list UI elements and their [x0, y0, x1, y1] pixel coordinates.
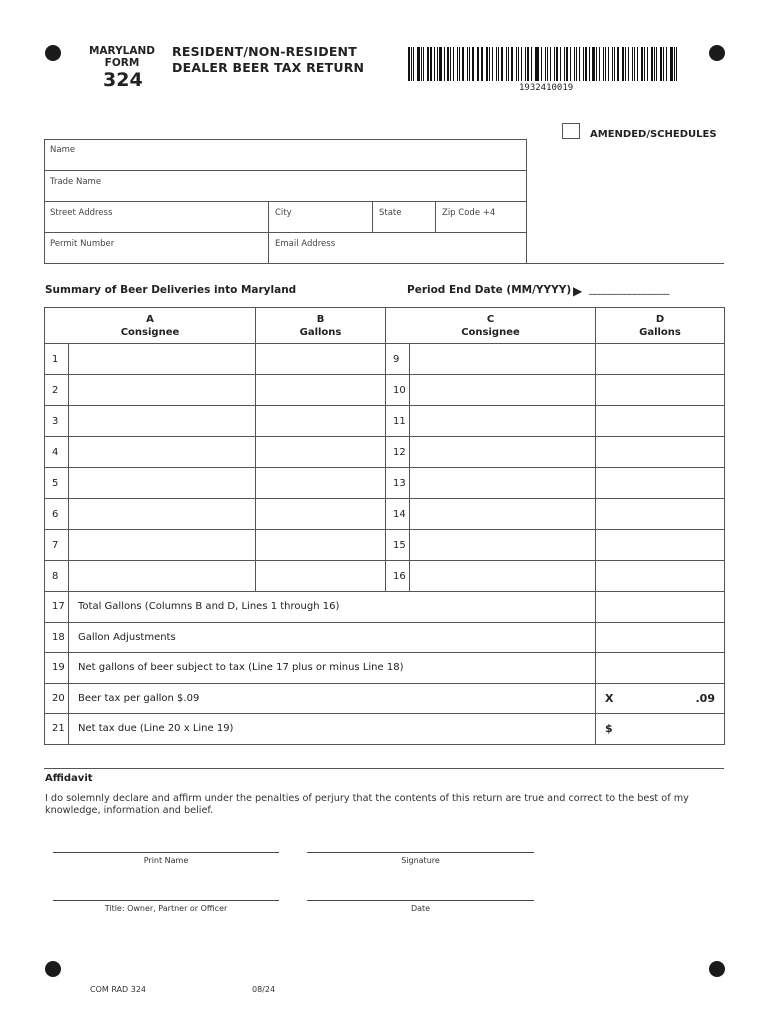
arrow-right-icon: ▶ — [573, 284, 583, 298]
gallons-d-input[interactable] — [596, 406, 725, 437]
zip-label: Zip Code +4 — [442, 208, 496, 218]
barcode — [408, 47, 680, 81]
line-description: Net tax due (Line 20 x Line 19) — [69, 714, 596, 745]
barcode-bar — [450, 47, 451, 81]
barcode-bar — [501, 47, 503, 81]
consignee-a-input[interactable] — [69, 499, 256, 530]
barcode-bar — [579, 47, 580, 81]
table-row — [45, 437, 725, 468]
line-description: Gallon Adjustments — [69, 622, 596, 653]
revision-date: 08/24 — [252, 985, 276, 994]
barcode-bar — [674, 47, 675, 81]
column-b-header — [256, 308, 386, 344]
barcode-bar — [536, 47, 538, 81]
barcode-bar — [417, 47, 419, 81]
barcode-bar — [489, 47, 490, 81]
barcode-bar — [525, 47, 526, 81]
permit-number-field[interactable] — [44, 233, 268, 264]
state-field[interactable] — [372, 202, 435, 233]
amended-label: AMENDED/SCHEDULES — [590, 129, 717, 140]
barcode-bar — [583, 47, 584, 81]
table-row — [45, 530, 725, 561]
barcode-bar — [408, 47, 410, 81]
form-word: FORM — [104, 57, 140, 69]
section-divider — [527, 263, 724, 264]
gallons-d-input[interactable] — [596, 344, 725, 375]
total-amount-input[interactable] — [596, 683, 725, 714]
trade-name-field[interactable] — [44, 171, 527, 202]
deliveries-table — [44, 307, 725, 592]
title-label: Title: Owner, Partner or Officer — [104, 904, 228, 913]
state-label: MARYLAND — [88, 45, 155, 57]
barcode-bar — [472, 47, 474, 81]
date-line[interactable] — [307, 900, 534, 901]
barcode-bar — [632, 47, 633, 81]
gallons-d-input[interactable] — [596, 437, 725, 468]
barcode-bar — [656, 47, 657, 81]
signature-label: Signature — [401, 856, 440, 865]
column-c-label: Consignee — [461, 326, 520, 338]
total-amount-input[interactable] — [596, 653, 725, 684]
line-number-cell: 14 — [386, 499, 410, 530]
barcode-bar — [535, 47, 536, 81]
line-number-cell: 5 — [45, 468, 69, 499]
line-number-cell: 12 — [386, 437, 410, 468]
consignee-a-input[interactable] — [69, 344, 256, 375]
gallons-d-input[interactable] — [596, 468, 725, 499]
city-field[interactable] — [268, 202, 372, 233]
barcode-bar — [637, 47, 638, 81]
registration-dot-bottom-left — [45, 961, 61, 977]
total-row — [45, 714, 725, 745]
barcode-bar — [560, 47, 561, 81]
gallons-d-input[interactable] — [596, 375, 725, 406]
total-row — [45, 592, 725, 623]
barcode-bar — [457, 47, 459, 81]
consignee-a-input[interactable] — [69, 561, 256, 592]
line-number-cell: 2 — [45, 375, 69, 406]
barcode-bar — [599, 47, 601, 81]
barcode-bar — [576, 47, 578, 81]
email-label: Email Address — [275, 239, 336, 249]
barcode-bar — [496, 47, 497, 81]
table-row — [45, 406, 725, 437]
gallons-b-input[interactable] — [256, 375, 386, 406]
consignee-a-input[interactable] — [69, 375, 256, 406]
column-b-label: Gallons — [299, 326, 342, 338]
gallons-b-input[interactable] — [256, 468, 386, 499]
gallons-b-input[interactable] — [256, 437, 386, 468]
street-address-field[interactable] — [44, 202, 268, 233]
consignee-c-input[interactable] — [410, 530, 596, 561]
barcode-bar — [644, 47, 645, 81]
barcode-bar — [647, 47, 648, 81]
state-label-field: State — [379, 208, 402, 218]
total-row — [45, 622, 725, 653]
barcode-bar — [622, 47, 624, 81]
line-description: Net gallons of beer subject to tax (Line 17 plus or minus Line 18) — [69, 653, 596, 684]
barcode-bar — [498, 47, 500, 81]
column-a-letter: A — [146, 313, 154, 325]
form-number: 324 — [103, 69, 143, 91]
line-number-cell: 8 — [45, 561, 69, 592]
barcode-bar — [564, 47, 565, 81]
gallons-b-input[interactable] — [256, 530, 386, 561]
line-number-cell: 7 — [45, 530, 69, 561]
affidavit-divider — [44, 768, 724, 769]
barcode-bar — [634, 47, 636, 81]
affidavit-title: Affidavit — [45, 773, 93, 784]
barcode-bar — [605, 47, 606, 81]
city-label: City — [275, 208, 292, 218]
gallons-b-input[interactable] — [256, 499, 386, 530]
barcode-bar — [608, 47, 610, 81]
amended-checkbox[interactable] — [562, 123, 580, 139]
line-number-cell: 4 — [45, 437, 69, 468]
line-number-cell: 19 — [45, 653, 69, 684]
line-number-cell: 21 — [45, 714, 69, 745]
barcode-bar — [589, 47, 590, 81]
line-number-cell: 17 — [45, 592, 69, 623]
column-d-label: Gallons — [639, 326, 681, 338]
gallons-d-input[interactable] — [596, 530, 725, 561]
totals-table — [44, 591, 725, 745]
line-number-cell: 1 — [45, 344, 69, 375]
barcode-bar — [556, 47, 558, 81]
barcode-bar — [453, 47, 454, 81]
barcode-bar — [666, 47, 667, 81]
line-description: Total Gallons (Columns B and D, Lines 1 through 16) — [69, 592, 596, 623]
barcode-bar — [481, 47, 483, 81]
barcode-bar — [423, 47, 424, 81]
barcode-bar — [585, 47, 587, 81]
column-c-letter: C — [486, 313, 495, 325]
consignee-c-input[interactable] — [410, 344, 596, 375]
barcode-bar — [430, 47, 432, 81]
barcode-bar — [467, 47, 468, 81]
barcode-bar — [478, 47, 479, 81]
column-a-label: Consignee — [120, 326, 180, 338]
barcode-bar — [486, 47, 488, 81]
gallons-b-input[interactable] — [256, 406, 386, 437]
barcode-bar — [437, 47, 438, 81]
table-row — [45, 499, 725, 530]
column-b-letter: B — [316, 313, 325, 325]
form-code: COM RAD 324 — [90, 985, 147, 994]
name-label: Name — [50, 145, 76, 155]
registration-dot-top-left — [45, 45, 61, 61]
barcode-bar — [550, 47, 551, 81]
line-number-cell: 13 — [386, 468, 410, 499]
affidavit-text: I do solemnly declare and affirm under the penalties of perjury that the contents of this return are true and correct to the best of my knowledge, information and belief. — [45, 793, 689, 816]
print-name-line[interactable] — [53, 852, 279, 853]
barcode-bar — [462, 47, 464, 81]
gallons-b-input[interactable] — [256, 344, 386, 375]
registration-dot-bottom-right — [709, 961, 725, 977]
trade-name-label: Trade Name — [50, 177, 102, 187]
barcode-bar — [651, 47, 653, 81]
table-row — [45, 344, 725, 375]
total-amount-input[interactable] — [596, 592, 725, 623]
barcode-bar — [612, 47, 613, 81]
column-d-letter: D — [655, 313, 665, 325]
consignee-c-input[interactable] — [410, 406, 596, 437]
barcode-bar — [516, 47, 517, 81]
barcode-bar — [660, 47, 662, 81]
barcode-bar — [421, 47, 422, 81]
barcode-bar — [527, 47, 529, 81]
barcode-bar — [574, 47, 575, 81]
line-number-cell: 18 — [45, 622, 69, 653]
line-number-cell: 10 — [386, 375, 410, 406]
barcode-bar — [444, 47, 445, 81]
line-number-cell: 15 — [386, 530, 410, 561]
period-end-label: Period End Date (MM/YYYY) — [407, 284, 572, 296]
barcode-bar — [641, 47, 643, 81]
consignee-c-input[interactable] — [410, 499, 596, 530]
barcode-bar — [492, 47, 493, 81]
consignee-a-input[interactable] — [69, 530, 256, 561]
barcode-bar — [511, 47, 513, 81]
consignee-a-input[interactable] — [69, 406, 256, 437]
barcode-bar — [545, 47, 547, 81]
consignee-c-input[interactable] — [410, 437, 596, 468]
table-row — [45, 468, 725, 499]
barcode-bar — [508, 47, 509, 81]
barcode-bar — [521, 47, 523, 81]
email-field[interactable] — [268, 233, 527, 264]
column-c-header — [386, 308, 596, 344]
period-end-input[interactable]: ________________ — [589, 282, 669, 295]
barcode-bar — [547, 47, 548, 81]
total-amount-input[interactable] — [596, 622, 725, 653]
barcode-bar — [459, 47, 460, 81]
gallons-d-input[interactable] — [596, 561, 725, 592]
barcode-bar — [541, 47, 542, 81]
consignee-c-input[interactable] — [410, 468, 596, 499]
barcode-bar — [570, 47, 571, 81]
signature-line[interactable] — [307, 852, 534, 853]
date-label: Date — [410, 904, 431, 913]
print-name-label: Print Name — [143, 856, 189, 865]
amount-suffix: .09 — [695, 691, 715, 705]
consignee-c-input[interactable] — [410, 375, 596, 406]
barcode-bar — [439, 47, 441, 81]
barcode-bar — [617, 47, 619, 81]
line-number-cell: 3 — [45, 406, 69, 437]
barcode-bar — [592, 47, 594, 81]
barcode-bar — [670, 47, 672, 81]
barcode-bar — [518, 47, 519, 81]
table-row — [45, 375, 725, 406]
barcode-bar — [413, 47, 414, 81]
registration-dot-top-right — [709, 45, 725, 61]
barcode-bar — [447, 47, 449, 81]
consignee-a-input[interactable] — [69, 437, 256, 468]
table-row — [45, 561, 725, 592]
summary-title: Summary of Beer Deliveries into Maryland — [45, 284, 297, 296]
barcode-bar — [477, 47, 478, 81]
form-title-line1: RESIDENT/NON-RESIDENT — [172, 44, 357, 59]
total-amount-input[interactable] — [596, 714, 725, 745]
barcode-bar — [411, 47, 412, 81]
barcode-bar — [566, 47, 568, 81]
total-row — [45, 683, 725, 714]
barcode-bar — [663, 47, 665, 81]
title-line[interactable] — [53, 900, 279, 901]
barcode-bar — [603, 47, 604, 81]
line-number-cell: 9 — [386, 344, 410, 375]
consignee-c-input[interactable] — [410, 561, 596, 592]
column-d-header — [596, 308, 725, 344]
line-description: Beer tax per gallon $.09 — [69, 683, 596, 714]
barcode-bar — [531, 47, 532, 81]
barcode-bar — [628, 47, 629, 81]
barcode-bar — [506, 47, 507, 81]
form-title-line2: DEALER BEER TAX RETURN — [172, 60, 365, 75]
barcode-bar — [676, 47, 677, 81]
barcode-bar — [654, 47, 655, 81]
gallons-b-input[interactable] — [256, 561, 386, 592]
permit-number-label: Permit Number — [50, 239, 115, 249]
line-number-cell: 6 — [45, 499, 69, 530]
line-number-cell: 20 — [45, 683, 69, 714]
column-a-header — [45, 308, 256, 344]
gallons-d-input[interactable] — [596, 499, 725, 530]
barcode-bar — [625, 47, 626, 81]
barcode-bar — [596, 47, 597, 81]
barcode-bar — [434, 47, 435, 81]
name-field[interactable] — [44, 139, 527, 171]
barcode-number: 1932410019 — [519, 83, 574, 93]
consignee-a-input[interactable] — [69, 468, 256, 499]
zip-field[interactable] — [435, 202, 527, 233]
amount-prefix: $ — [605, 722, 613, 735]
line-number-cell: 16 — [386, 561, 410, 592]
street-address-label: Street Address — [50, 208, 113, 218]
barcode-bar — [427, 47, 429, 81]
barcode-bar — [554, 47, 556, 81]
barcode-bar — [614, 47, 615, 81]
barcode-bar — [469, 47, 470, 81]
line-number-cell: 11 — [386, 406, 410, 437]
amount-prefix: X — [605, 691, 614, 705]
total-row — [45, 653, 725, 684]
